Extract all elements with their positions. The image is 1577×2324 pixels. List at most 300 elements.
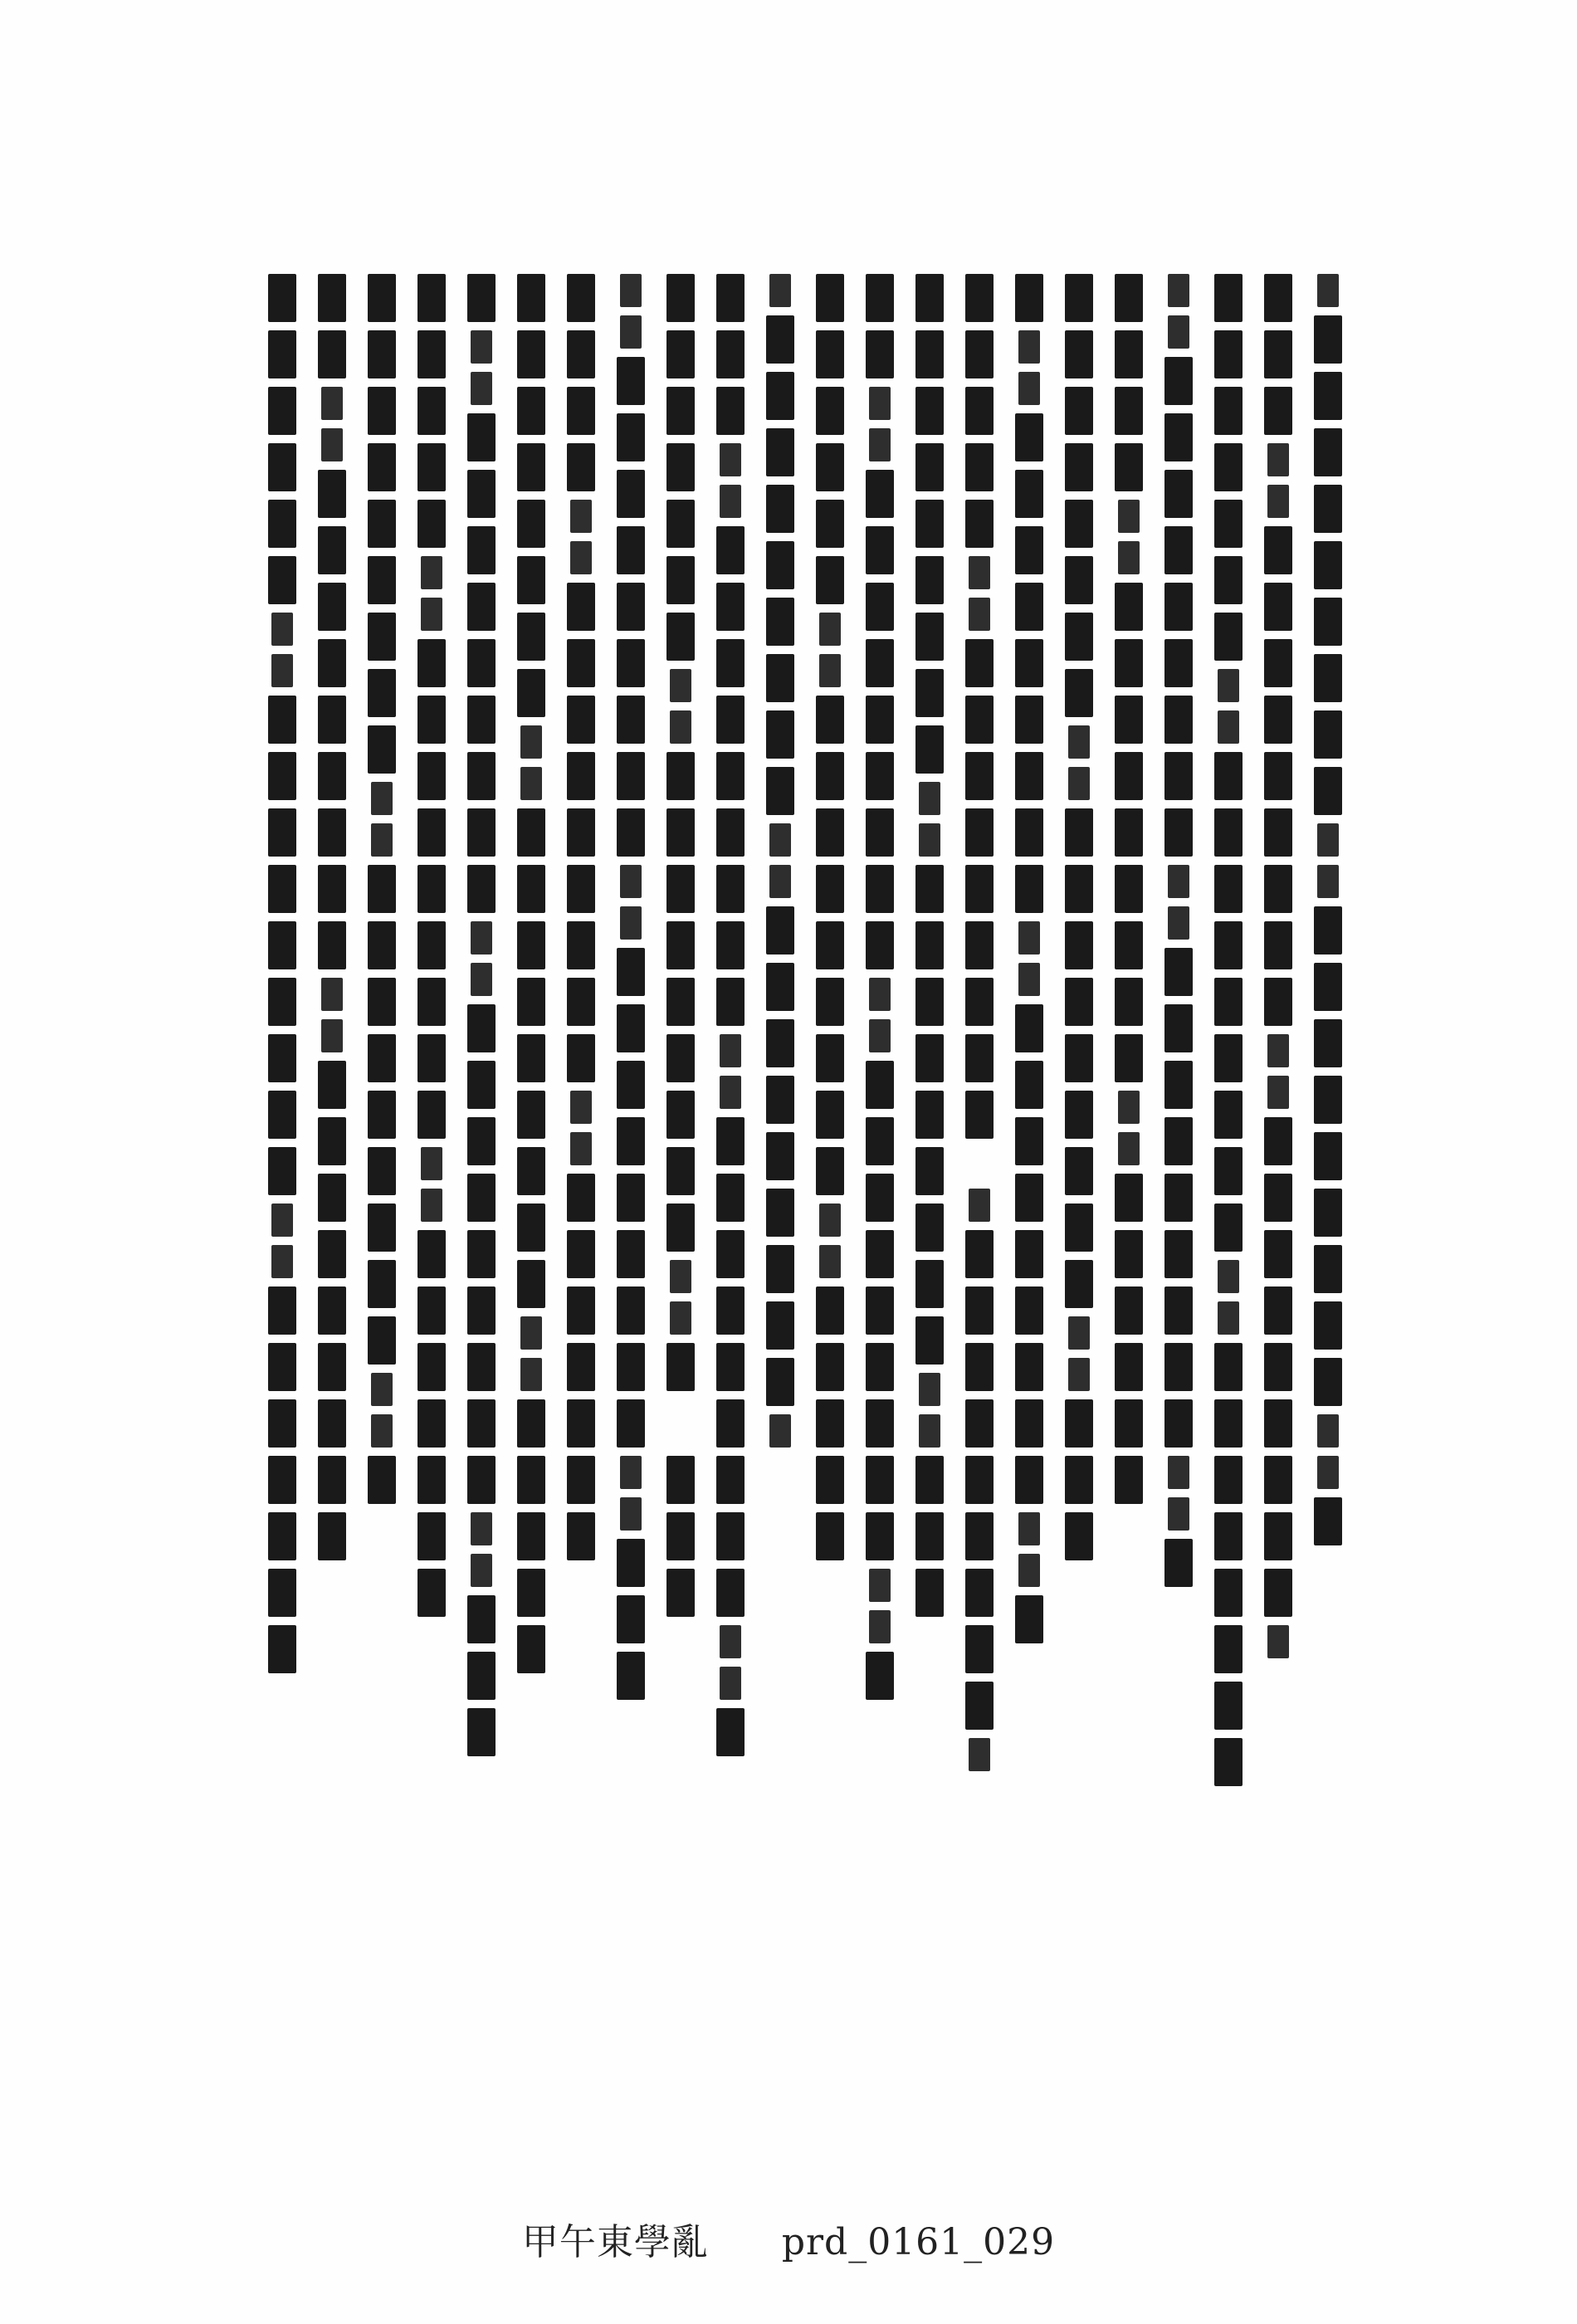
text-glyph <box>666 613 695 661</box>
text-glyph <box>866 752 894 800</box>
text-glyph <box>816 556 844 604</box>
text-glyph <box>620 1456 642 1489</box>
text-glyph <box>1314 767 1342 815</box>
text-glyph <box>866 1652 894 1700</box>
text-glyph <box>1314 1301 1342 1350</box>
text-glyph <box>517 1204 545 1252</box>
text-glyph <box>1164 752 1193 800</box>
text-glyph <box>268 696 296 744</box>
text-glyph <box>417 274 446 322</box>
text-glyph <box>268 1343 296 1391</box>
text-glyph <box>268 387 296 435</box>
text-glyph <box>1264 808 1292 857</box>
text-glyph <box>567 978 595 1026</box>
text-glyph <box>268 808 296 857</box>
text-glyph <box>1264 274 1292 322</box>
text-glyph <box>1164 696 1193 744</box>
text-glyph <box>866 1343 894 1391</box>
text-glyph <box>1164 1230 1193 1278</box>
text-glyph <box>1214 752 1243 800</box>
text-glyph <box>368 725 396 774</box>
text-glyph <box>417 639 446 687</box>
text-glyph <box>816 865 844 913</box>
text-glyph <box>666 500 695 548</box>
text-glyph <box>1065 669 1093 717</box>
text-glyph <box>666 808 695 857</box>
text-glyph <box>1115 1174 1143 1222</box>
text-glyph <box>816 921 844 969</box>
text-glyph <box>1115 443 1143 491</box>
text-glyph <box>1214 500 1243 548</box>
text-glyph <box>866 1512 894 1560</box>
text-glyph <box>666 330 695 378</box>
text-glyph <box>1314 1358 1342 1406</box>
text-glyph <box>417 500 446 548</box>
text-glyph <box>666 1343 695 1391</box>
text-glyph <box>1015 1117 1043 1165</box>
text-glyph <box>567 1286 595 1335</box>
text-glyph <box>268 1399 296 1448</box>
text-glyph <box>467 1708 496 1756</box>
text-glyph <box>517 500 545 548</box>
text-glyph <box>919 782 940 815</box>
text-glyph <box>517 556 545 604</box>
text-glyph <box>1068 1358 1090 1391</box>
footer-page-id: prd_0161_029 <box>781 2221 1056 2263</box>
text-glyph <box>716 387 745 435</box>
text-glyph <box>467 865 496 913</box>
text-glyph <box>1164 413 1193 461</box>
text-glyph <box>1214 1204 1243 1252</box>
text-glyph <box>666 752 695 800</box>
text-glyph <box>1264 921 1292 969</box>
text-glyph <box>617 696 645 744</box>
text-glyph <box>1065 500 1093 548</box>
text-glyph <box>1164 808 1193 857</box>
text-glyph <box>716 274 745 322</box>
text-glyph <box>368 1034 396 1082</box>
text-glyph <box>318 470 346 518</box>
text-glyph <box>520 725 542 759</box>
text-glyph <box>720 443 741 476</box>
text-glyph <box>417 443 446 491</box>
text-glyph <box>471 921 492 954</box>
text-glyph <box>1164 1061 1193 1109</box>
text-glyph <box>816 1456 844 1504</box>
text-glyph <box>915 1456 944 1504</box>
text-glyph <box>915 443 944 491</box>
text-glyph <box>1214 1456 1243 1504</box>
text-glyph <box>368 978 396 1026</box>
text-glyph <box>816 274 844 322</box>
text-glyph <box>919 1414 940 1448</box>
text-glyph <box>617 470 645 518</box>
text-glyph <box>1018 1512 1040 1545</box>
text-glyph <box>268 1286 296 1335</box>
text-glyph <box>567 696 595 744</box>
text-glyph <box>816 1147 844 1195</box>
text-glyph <box>1164 470 1193 518</box>
text-glyph <box>915 725 944 774</box>
text-glyph <box>866 470 894 518</box>
text-glyph <box>268 752 296 800</box>
text-glyph <box>769 1414 791 1448</box>
text-glyph <box>666 1456 695 1504</box>
text-glyph <box>467 1652 496 1700</box>
text-glyph <box>268 330 296 378</box>
text-glyph <box>1317 1456 1339 1489</box>
vertical-text-line <box>564 274 598 2017</box>
text-glyph <box>869 978 891 1011</box>
text-glyph <box>716 808 745 857</box>
text-glyph <box>1018 372 1040 405</box>
text-glyph <box>1214 808 1243 857</box>
text-glyph <box>716 1399 745 1448</box>
vertical-text-line <box>714 274 747 2017</box>
text-glyph <box>268 1456 296 1504</box>
text-glyph <box>915 1091 944 1139</box>
text-glyph <box>1214 865 1243 913</box>
text-glyph <box>1115 1230 1143 1278</box>
text-glyph <box>417 752 446 800</box>
vertical-text-line <box>365 274 398 2017</box>
text-glyph <box>1214 556 1243 604</box>
text-glyph <box>965 387 994 435</box>
text-glyph <box>819 1245 841 1278</box>
text-glyph <box>866 1061 894 1109</box>
text-glyph <box>517 921 545 969</box>
text-glyph <box>620 315 642 349</box>
text-glyph <box>1314 906 1342 954</box>
text-glyph <box>866 865 894 913</box>
text-glyph <box>716 1230 745 1278</box>
text-glyph <box>1267 1076 1289 1109</box>
text-glyph <box>766 1189 794 1237</box>
text-glyph <box>567 443 595 491</box>
text-glyph <box>417 1286 446 1335</box>
text-glyph <box>1015 865 1043 913</box>
text-glyph <box>866 639 894 687</box>
text-glyph <box>1267 1034 1289 1067</box>
text-glyph <box>766 485 794 533</box>
text-glyph <box>617 639 645 687</box>
text-glyph <box>417 1091 446 1139</box>
text-glyph <box>1015 413 1043 461</box>
text-glyph <box>1065 1456 1093 1504</box>
text-glyph <box>1015 752 1043 800</box>
text-glyph <box>368 1316 396 1365</box>
text-glyph <box>666 443 695 491</box>
text-glyph <box>368 1456 396 1504</box>
text-glyph <box>1164 1117 1193 1165</box>
text-glyph <box>816 500 844 548</box>
text-glyph <box>666 1399 695 1448</box>
text-glyph <box>969 556 990 589</box>
text-glyph <box>517 1512 545 1560</box>
text-glyph <box>318 639 346 687</box>
text-glyph <box>318 808 346 857</box>
text-glyph <box>1314 1132 1342 1180</box>
text-glyph <box>1115 1399 1143 1448</box>
text-glyph <box>1264 1286 1292 1335</box>
text-glyph <box>816 808 844 857</box>
text-glyph <box>517 613 545 661</box>
text-glyph <box>1115 1286 1143 1335</box>
text-glyph <box>567 1456 595 1504</box>
text-glyph <box>1115 1456 1143 1504</box>
text-glyph <box>866 330 894 378</box>
text-glyph <box>1214 387 1243 435</box>
text-glyph <box>1214 978 1243 1026</box>
text-glyph <box>1314 1189 1342 1237</box>
text-glyph <box>617 808 645 857</box>
text-glyph <box>766 710 794 759</box>
text-glyph <box>318 330 346 378</box>
text-glyph <box>1018 963 1040 996</box>
text-glyph <box>617 948 645 996</box>
text-glyph <box>371 1414 393 1448</box>
text-glyph <box>268 500 296 548</box>
text-glyph <box>570 541 592 574</box>
text-glyph <box>1214 921 1243 969</box>
text-glyph <box>417 1343 446 1391</box>
text-glyph <box>318 696 346 744</box>
text-glyph <box>666 1034 695 1082</box>
text-glyph <box>766 1132 794 1180</box>
text-glyph <box>915 330 944 378</box>
text-glyph <box>1065 1147 1093 1195</box>
text-glyph <box>567 274 595 322</box>
text-glyph <box>268 978 296 1026</box>
text-glyph <box>467 1456 496 1504</box>
text-glyph <box>915 865 944 913</box>
text-glyph <box>421 598 442 631</box>
text-glyph <box>1214 1147 1243 1195</box>
text-glyph <box>816 330 844 378</box>
text-glyph <box>866 696 894 744</box>
text-glyph <box>467 1061 496 1109</box>
text-glyph <box>368 865 396 913</box>
text-glyph <box>1214 1682 1243 1730</box>
text-glyph <box>467 1286 496 1335</box>
text-glyph <box>467 1117 496 1165</box>
text-glyph <box>318 921 346 969</box>
text-glyph <box>1015 470 1043 518</box>
text-glyph <box>467 808 496 857</box>
text-glyph <box>467 274 496 322</box>
text-glyph <box>720 1076 741 1109</box>
text-glyph <box>268 1091 296 1139</box>
text-glyph <box>666 556 695 604</box>
text-glyph <box>716 1456 745 1504</box>
vertical-text-line <box>614 274 647 2017</box>
text-glyph <box>517 1260 545 1308</box>
text-glyph <box>520 1358 542 1391</box>
text-glyph <box>271 654 293 687</box>
text-glyph <box>471 1554 492 1587</box>
text-glyph <box>471 372 492 405</box>
text-glyph <box>766 767 794 815</box>
text-glyph <box>716 639 745 687</box>
text-glyph <box>965 752 994 800</box>
text-glyph <box>567 1512 595 1560</box>
text-glyph <box>268 443 296 491</box>
text-glyph <box>368 556 396 604</box>
text-glyph <box>716 1512 745 1560</box>
text-glyph <box>1164 1004 1193 1052</box>
text-glyph <box>965 500 994 548</box>
text-glyph <box>1115 1034 1143 1082</box>
text-glyph <box>417 1034 446 1082</box>
text-glyph <box>1115 583 1143 631</box>
text-glyph <box>1214 1399 1243 1448</box>
text-glyph <box>866 1117 894 1165</box>
text-glyph <box>368 1091 396 1139</box>
text-glyph <box>617 526 645 574</box>
text-glyph <box>1168 906 1189 940</box>
text-glyph <box>421 1189 442 1222</box>
text-glyph <box>417 387 446 435</box>
text-glyph <box>1264 330 1292 378</box>
text-glyph <box>766 1301 794 1350</box>
text-glyph <box>467 1004 496 1052</box>
text-glyph <box>666 1204 695 1252</box>
text-glyph <box>1118 1091 1140 1124</box>
text-glyph <box>617 1004 645 1052</box>
vertical-text-line <box>266 274 299 2017</box>
text-glyph <box>1264 696 1292 744</box>
text-glyph <box>1264 752 1292 800</box>
text-glyph <box>869 1569 891 1602</box>
text-glyph <box>965 1625 994 1673</box>
text-glyph <box>969 598 990 631</box>
text-glyph <box>1115 808 1143 857</box>
text-glyph <box>965 865 994 913</box>
text-glyph <box>1118 1132 1140 1165</box>
text-glyph <box>769 274 791 307</box>
text-glyph <box>1168 1456 1189 1489</box>
text-glyph <box>471 963 492 996</box>
text-glyph <box>965 639 994 687</box>
text-glyph <box>1065 274 1093 322</box>
text-glyph <box>869 428 891 461</box>
text-glyph <box>965 1569 994 1617</box>
text-glyph <box>866 1230 894 1278</box>
text-glyph <box>1164 948 1193 996</box>
text-glyph <box>1314 1076 1342 1124</box>
text-glyph <box>716 1174 745 1222</box>
vertical-text-line <box>863 274 896 2017</box>
text-glyph <box>368 669 396 717</box>
text-glyph <box>1065 1399 1093 1448</box>
text-glyph <box>965 921 994 969</box>
text-glyph <box>1115 274 1143 322</box>
vertical-text-line <box>664 274 697 2017</box>
text-glyph <box>417 1399 446 1448</box>
text-glyph <box>271 1245 293 1278</box>
text-glyph <box>1264 1569 1292 1617</box>
text-glyph <box>318 1399 346 1448</box>
text-glyph <box>816 1286 844 1335</box>
text-glyph <box>819 1204 841 1237</box>
text-glyph <box>1314 598 1342 646</box>
text-glyph <box>716 865 745 913</box>
text-glyph <box>869 1610 891 1643</box>
text-glyph <box>467 1343 496 1391</box>
text-glyph <box>570 1132 592 1165</box>
text-glyph <box>1015 526 1043 574</box>
text-glyph <box>716 1286 745 1335</box>
text-glyph <box>1214 1625 1243 1673</box>
text-glyph <box>1018 330 1040 364</box>
text-glyph <box>1115 387 1143 435</box>
text-glyph <box>318 752 346 800</box>
text-glyph <box>1164 1399 1193 1448</box>
vertical-text-block <box>249 274 1345 2017</box>
text-glyph <box>1314 654 1342 702</box>
text-glyph <box>1168 274 1189 307</box>
text-glyph <box>1164 639 1193 687</box>
text-glyph <box>1314 541 1342 589</box>
text-glyph <box>467 1174 496 1222</box>
text-glyph <box>467 1399 496 1448</box>
text-glyph <box>1065 1091 1093 1139</box>
text-glyph <box>421 556 442 589</box>
text-glyph <box>716 752 745 800</box>
text-glyph <box>1218 1260 1239 1293</box>
text-glyph <box>666 274 695 322</box>
text-glyph <box>666 978 695 1026</box>
text-glyph <box>1015 696 1043 744</box>
text-glyph <box>417 1512 446 1560</box>
text-glyph <box>1065 865 1093 913</box>
text-glyph <box>666 1512 695 1560</box>
text-glyph <box>716 330 745 378</box>
text-glyph <box>915 978 944 1026</box>
text-glyph <box>268 1034 296 1082</box>
text-glyph <box>1065 1034 1093 1082</box>
text-glyph <box>1018 921 1040 954</box>
text-glyph <box>417 808 446 857</box>
text-glyph <box>368 500 396 548</box>
text-glyph <box>1164 1343 1193 1391</box>
text-glyph <box>371 823 393 857</box>
text-glyph <box>1065 387 1093 435</box>
text-glyph <box>919 823 940 857</box>
text-glyph <box>666 921 695 969</box>
text-glyph <box>517 808 545 857</box>
text-glyph <box>819 613 841 646</box>
text-glyph <box>766 1019 794 1067</box>
text-glyph <box>766 541 794 589</box>
vertical-text-line <box>1062 274 1096 2017</box>
text-glyph <box>617 1286 645 1335</box>
text-glyph <box>318 1286 346 1335</box>
text-glyph <box>816 978 844 1026</box>
text-glyph <box>321 1019 343 1052</box>
text-glyph <box>1264 1230 1292 1278</box>
text-glyph <box>617 1539 645 1587</box>
text-glyph <box>1115 639 1143 687</box>
text-glyph <box>1314 1019 1342 1067</box>
text-glyph <box>1214 1512 1243 1560</box>
text-glyph <box>816 752 844 800</box>
text-glyph <box>1115 921 1143 969</box>
text-glyph <box>965 1682 994 1730</box>
text-glyph <box>1065 1260 1093 1308</box>
text-glyph <box>866 1174 894 1222</box>
text-glyph <box>368 1204 396 1252</box>
